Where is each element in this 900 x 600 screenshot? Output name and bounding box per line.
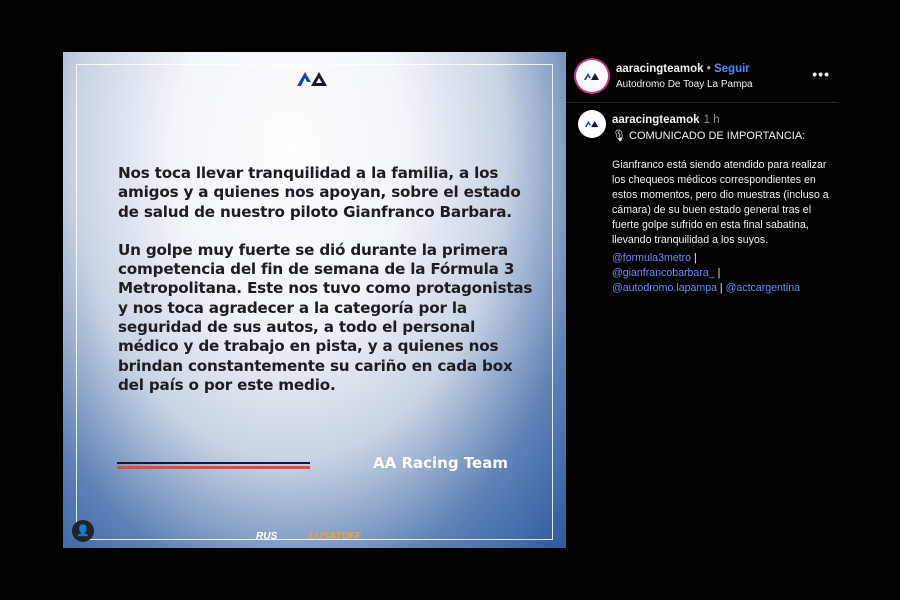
aa-racing-logo-icon [583,71,601,82]
signature: AA Racing Team [373,454,508,472]
tagged-users-icon[interactable]: 👤 [72,520,94,542]
aa-racing-logo-icon [584,119,600,129]
sponsor-rus-logo: RUS [256,531,278,542]
post-image[interactable] [63,52,566,548]
location-link[interactable]: Autodromo De Toay La Pampa [616,79,753,90]
separator: | [714,267,721,279]
follow-button[interactable]: Seguir [714,63,750,75]
announcement-text [118,164,538,414]
separator: | [716,282,726,294]
red-line [117,466,310,469]
caption-username[interactable]: aaracingteamok [612,114,700,126]
caption-body: Gianfranco está siendo atendido para realizar los chequeos médicos correspondientes en estos momentos, pero dio muestras (incluso a cámara) de su buen estado general tras el fuerte golpe sufrido en esta final sabatina, llevando tranquilidad a los suyos. [612,159,829,246]
post-sidebar [566,52,838,548]
navy-line [117,462,310,464]
tag-link[interactable]: @actcargentina [725,282,800,294]
divider [566,102,838,103]
tag-link[interactable]: @formula3metro [612,252,692,264]
paragraph: Un golpe muy fuerte se dió durante la primera competencia del fin de semana de la Fórmula 3 Metropolitana. Este nos tuvo como protagonistas y nos toca agradecer a la categoría por la seguridad de sus autos, a todo el personal médico y de trabajo en pista, y a quienes nos brindan constantemente su cariño en cada box del país o por este medio. [118,240,533,394]
more-options-icon[interactable]: ••• [812,66,830,82]
caption-tags [612,251,836,296]
sponsor-lusatoff-logo: LUSATOFF [309,531,362,542]
avatar[interactable] [576,60,608,92]
separator: • [703,63,714,75]
tag-link[interactable]: @autodromo.lapampa [612,282,717,294]
timestamp[interactable]: 1 h [703,114,720,126]
aa-racing-logo [295,68,331,90]
paragraph: Nos toca llevar tranquilidad a la familia, a los amigos y a quienes nos apoyan, sobre el estado de salud de nuestro piloto Gianfranco Barbara. [118,164,521,221]
tag-link[interactable]: @gianfrancobarbara_ [612,267,715,279]
caption-title: 🎙 COMUNICADO DE IMPORTANCIA: [612,130,806,142]
separator: | [691,252,697,264]
avatar[interactable] [578,110,606,138]
username-link[interactable]: aaracingteamok [616,63,704,75]
